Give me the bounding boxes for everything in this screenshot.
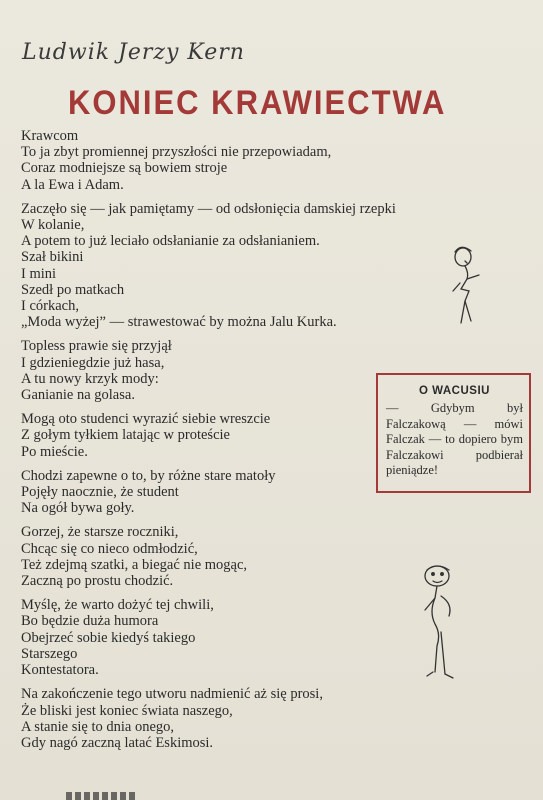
poem-line: I gdzieniegdzie już hasa, bbox=[21, 354, 165, 371]
poem-line: Zaczęło się — jak pamiętamy — od odsłonięcia damskiej rzepki bbox=[21, 200, 396, 217]
woman-sketch-icon bbox=[445, 243, 487, 333]
poem-line: A potem to już leciało odsłanianie za odsłanianiem. bbox=[21, 233, 320, 250]
poem-line: Chodzi zapewne o to, by różne stare matoły bbox=[21, 467, 276, 484]
poem-line: Gorzej, że starsze roczniki, bbox=[21, 524, 179, 541]
poem-line: Szał bikini bbox=[21, 249, 84, 266]
poem-line: „Moda wyżej” — strawestować by można Jalu Kurka. bbox=[21, 314, 337, 331]
poem-stanza bbox=[21, 686, 421, 751]
poem-line: Obejrzeć sobie kiedyś takiego bbox=[21, 629, 196, 646]
poem-line: Zaczną po prostu chodzić. bbox=[21, 573, 174, 590]
poem-line: Chcąc się co nieco odmłodzić, bbox=[21, 540, 198, 557]
poem-line: Krawcom bbox=[21, 128, 79, 144]
sidebox-o-wacusiu bbox=[376, 373, 531, 493]
poem-line: Ganianie na golasa. bbox=[21, 387, 135, 404]
poem-line: Gdy nagó zaczną latać Eskimosi. bbox=[21, 734, 214, 751]
man-sketch-icon bbox=[415, 562, 467, 687]
poem-line: A tu nowy krzyk mody: bbox=[21, 370, 159, 387]
poem-line: Po mieście. bbox=[21, 443, 88, 460]
poem-line: Coraz modniejsze są bowiem stroje bbox=[21, 160, 228, 177]
sidebox-text: — Gdybym był Falczakową — mówi Falczak — to dopiero bym Falczakowi podbierał pieniądze! bbox=[386, 401, 523, 477]
poem-stanza bbox=[21, 411, 421, 460]
poem-line: Pojęły naocznie, że student bbox=[21, 484, 179, 501]
poem-stanza bbox=[21, 201, 421, 331]
poem-line: W kolanie, bbox=[21, 217, 85, 234]
poem-line: I córkach, bbox=[21, 298, 79, 315]
poem-line: Szedł po matkach bbox=[21, 281, 125, 298]
poem-line: A la Ewa i Adam. bbox=[21, 176, 124, 193]
poem-line: Mogą oto studenci wyrazić siebie wreszcie bbox=[21, 411, 271, 428]
poem-body bbox=[21, 128, 421, 759]
poem-line: Że bliski jest koniec świata naszego, bbox=[21, 702, 233, 719]
poem-line: Z gołym tyłkiem latając w proteście bbox=[21, 427, 230, 444]
poem-line: Bo będzie duża humora bbox=[21, 613, 159, 630]
poem-stanza bbox=[21, 524, 421, 589]
sidebox-title: O WACUSIU bbox=[419, 385, 490, 397]
poem-line: To ja zbyt promiennej przyszłości nie przepowiadam, bbox=[21, 144, 332, 161]
poem-line: A stanie się to dnia onego, bbox=[21, 718, 175, 735]
poem-stanza bbox=[21, 597, 421, 678]
author-name: Ludwik Jerzy Kern bbox=[22, 40, 245, 65]
poem-stanza bbox=[21, 128, 421, 193]
poem-line: Myślę, że warto dożyć tej chwili, bbox=[21, 597, 214, 614]
poem-line: Też zdejmą szatki, a biegać nie mogąc, bbox=[21, 556, 248, 573]
poem-title: KONIEC KRAWIECTWA bbox=[68, 83, 447, 122]
poem-stanza bbox=[21, 338, 421, 403]
poem-line: Kontestatora. bbox=[21, 662, 99, 679]
cut-off-text-fragment bbox=[66, 792, 136, 800]
poem-line: Na zakończenie tego utworu nadmienić aż się prosi, bbox=[21, 686, 323, 703]
poem-line: Topless prawie się przyjął bbox=[21, 338, 172, 355]
poem-line: Starszego bbox=[21, 645, 78, 662]
poem-stanza bbox=[21, 468, 421, 517]
poem-line: Na ogół bywa goły. bbox=[21, 500, 135, 517]
poem-line: I mini bbox=[21, 265, 57, 282]
